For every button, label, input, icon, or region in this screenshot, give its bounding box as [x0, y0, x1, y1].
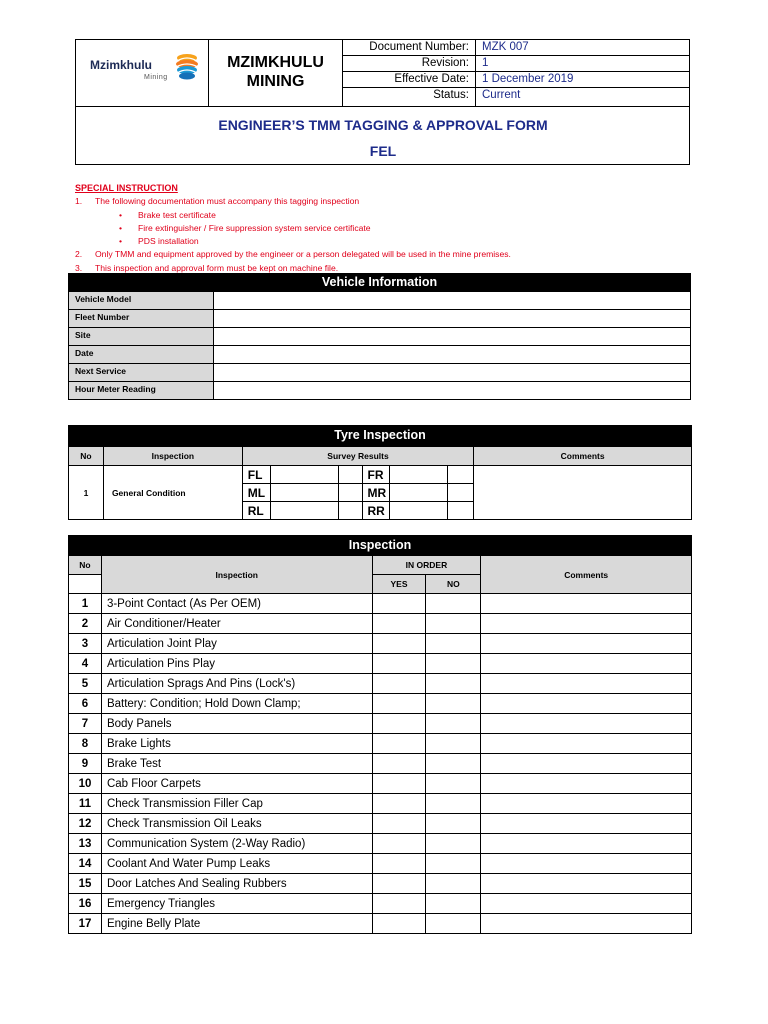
yes-checkbox-cell[interactable] [372, 634, 426, 654]
logo-text: Mzimkhulu [90, 58, 152, 72]
field-label: Site [68, 328, 214, 345]
row-item: Check Transmission Oil Leaks [101, 814, 372, 834]
bullet-text: PDS installation [138, 236, 199, 247]
meta-label: Effective Date: [343, 72, 476, 87]
no-checkbox-cell[interactable] [426, 754, 481, 774]
comments-cell[interactable] [481, 634, 692, 654]
meta-revision [343, 56, 690, 72]
row-item: Articulation Joint Play [101, 634, 372, 654]
vehicle-information-section [68, 273, 691, 400]
inspection-section [68, 535, 692, 934]
instruction-bullet [75, 209, 695, 222]
row-number: 2 [69, 614, 102, 634]
yes-checkbox-cell[interactable] [372, 594, 426, 614]
item-text: Only TMM and equipment approved by the engineer or a person delegated will be used in the mine premises. [95, 249, 511, 260]
inspection-row [69, 674, 692, 694]
field-label: Vehicle Model [68, 292, 214, 309]
yes-checkbox-cell[interactable] [372, 894, 426, 914]
no-checkbox-cell[interactable] [426, 894, 481, 914]
row-number: 11 [69, 794, 102, 814]
item-text: The following documentation must accompany this tagging inspection [95, 196, 360, 207]
inspection-title: Inspection [68, 535, 692, 555]
company-line2: MINING [246, 73, 305, 90]
col-in-order: IN ORDER [372, 556, 481, 575]
tyre-result-cell[interactable] [448, 484, 474, 502]
meta-label: Status: [343, 88, 476, 106]
row-item: Cab Floor Carpets [101, 774, 372, 794]
row-number: 14 [69, 854, 102, 874]
inspection-row [69, 754, 692, 774]
row-no: 1 [69, 466, 104, 520]
tyre-result-cell[interactable] [390, 466, 448, 484]
instruction-item [75, 248, 695, 261]
row-number: 7 [69, 714, 102, 734]
row-item: 3-Point Contact (As Per OEM) [101, 594, 372, 614]
row-number: 13 [69, 834, 102, 854]
comments-cell[interactable] [481, 854, 692, 874]
comments-cell[interactable] [481, 814, 692, 834]
tyre-header-row [69, 447, 692, 466]
tyre-result-cell[interactable] [338, 466, 362, 484]
no-checkbox-cell[interactable] [426, 674, 481, 694]
tyre-result-cell[interactable] [270, 466, 338, 484]
item-number: 2. [75, 249, 83, 260]
inspection-row [69, 694, 692, 714]
form-title-band [76, 106, 690, 166]
col-no-answer: NO [426, 575, 481, 594]
yes-checkbox-cell[interactable] [372, 734, 426, 754]
inspection-header-row [69, 556, 692, 575]
special-instructions [75, 182, 695, 275]
col-comments: Comments [481, 556, 692, 594]
comments-cell[interactable] [481, 774, 692, 794]
inspection-row [69, 854, 692, 874]
instruction-item [75, 195, 695, 208]
comments-cell[interactable] [481, 614, 692, 634]
meta-value: MZK 007 [482, 41, 529, 53]
row-number: 10 [69, 774, 102, 794]
date-row [68, 346, 691, 364]
form-title: ENGINEER’S TMM TAGGING & APPROVAL FORM [218, 117, 548, 133]
inspection-row [69, 734, 692, 754]
bullet-icon: • [119, 222, 123, 233]
tyre-result-cell[interactable] [338, 502, 362, 520]
field-label: Hour Meter Reading [68, 382, 214, 399]
row-item: Brake Test [101, 754, 372, 774]
tyre-comments-cell[interactable] [474, 466, 692, 520]
bullet-icon: • [119, 209, 123, 220]
comments-cell[interactable] [481, 594, 692, 614]
row-number: 15 [69, 874, 102, 894]
comments-cell[interactable] [481, 694, 692, 714]
tyre-result-cell[interactable] [390, 502, 448, 520]
comments-cell[interactable] [481, 754, 692, 774]
meta-label: Revision: [343, 56, 476, 71]
no-checkbox-cell[interactable] [426, 834, 481, 854]
inspection-row [69, 614, 692, 634]
logo-subtext: Mining [144, 74, 168, 81]
tyre-code: RL [242, 502, 270, 520]
hour-meter-row [68, 382, 691, 400]
yes-checkbox-cell[interactable] [372, 754, 426, 774]
item-number: 1. [75, 196, 83, 207]
document-header [75, 39, 690, 165]
no-checkbox-cell[interactable] [426, 614, 481, 634]
fleet-number-field[interactable] [214, 310, 691, 327]
comments-cell[interactable] [481, 834, 692, 854]
row-number: 6 [69, 694, 102, 714]
no-checkbox-cell[interactable] [426, 634, 481, 654]
no-checkbox-cell[interactable] [426, 914, 481, 934]
col-no: No [69, 447, 104, 466]
tyre-code: FR [362, 466, 390, 484]
logo-cell [76, 40, 209, 106]
tyre-table [68, 446, 692, 520]
bullet-text: Brake test certificate [138, 209, 216, 220]
no-checkbox-cell[interactable] [426, 774, 481, 794]
meta-value: 1 December 2019 [482, 73, 574, 85]
comments-cell[interactable] [481, 914, 692, 934]
instructions-heading: SPECIAL INSTRUCTION [75, 183, 178, 193]
tyre-code: FL [242, 466, 270, 484]
yes-checkbox-cell[interactable] [372, 614, 426, 634]
yes-checkbox-cell[interactable] [372, 674, 426, 694]
no-checkbox-cell[interactable] [426, 814, 481, 834]
inspection-row [69, 774, 692, 794]
yes-checkbox-cell[interactable] [372, 914, 426, 934]
yes-checkbox-cell[interactable] [372, 854, 426, 874]
col-inspection: Inspection [103, 447, 242, 466]
inspection-row [69, 634, 692, 654]
vehicle-model-field[interactable] [214, 292, 691, 309]
blank-cell [69, 575, 102, 594]
form-subtitle: FEL [369, 143, 397, 159]
tyre-inspection-title: Tyre Inspection [68, 425, 692, 446]
tyre-code: ML [242, 484, 270, 502]
row-item: Air Conditioner/Heater [101, 614, 372, 634]
yes-checkbox-cell[interactable] [372, 794, 426, 814]
inspection-row [69, 814, 692, 834]
next-service-row [68, 364, 691, 382]
row-number: 12 [69, 814, 102, 834]
tyre-result-cell[interactable] [448, 466, 474, 484]
tyre-result-cell[interactable] [390, 484, 448, 502]
row-item: Engine Belly Plate [101, 914, 372, 934]
item-number: 3. [75, 262, 83, 273]
tyre-code: RR [362, 502, 390, 520]
row-item: Brake Lights [101, 734, 372, 754]
comments-cell[interactable] [481, 734, 692, 754]
row-number: 9 [69, 754, 102, 774]
company-name [209, 40, 343, 106]
logo-flame-icon [174, 52, 200, 80]
inspection-table [68, 555, 692, 934]
site-field[interactable] [214, 328, 691, 345]
meta-effective-date [343, 72, 690, 88]
hour-meter-field[interactable] [214, 382, 691, 399]
company-line1: MZIMKHULU [227, 54, 324, 71]
no-checkbox-cell[interactable] [426, 714, 481, 734]
row-number: 16 [69, 894, 102, 914]
vehicle-information-title: Vehicle Information [68, 273, 691, 292]
row-item: Coolant And Water Pump Leaks [101, 854, 372, 874]
yes-checkbox-cell[interactable] [372, 694, 426, 714]
row-item: Emergency Triangles [101, 894, 372, 914]
inspection-row [69, 654, 692, 674]
inspection-row [69, 594, 692, 614]
bullet-icon: • [119, 236, 123, 247]
inspection-row [69, 834, 692, 854]
site-row [68, 328, 691, 346]
comments-cell[interactable] [481, 674, 692, 694]
fleet-number-row [68, 310, 691, 328]
tyre-result-cell[interactable] [270, 484, 338, 502]
col-yes: YES [372, 575, 426, 594]
inspection-row [69, 714, 692, 734]
row-number: 3 [69, 634, 102, 654]
meta-document-number [343, 40, 690, 56]
yes-checkbox-cell[interactable] [372, 654, 426, 674]
yes-checkbox-cell[interactable] [372, 814, 426, 834]
meta-value: 1 [482, 57, 489, 69]
tyre-result-cell[interactable] [270, 502, 338, 520]
row-item: Articulation Pins Play [101, 654, 372, 674]
vehicle-model-row [68, 292, 691, 310]
col-inspection: Inspection [101, 556, 372, 594]
comments-cell[interactable] [481, 714, 692, 734]
row-item: Battery: Condition; Hold Down Clamp; [101, 694, 372, 714]
no-checkbox-cell[interactable] [426, 854, 481, 874]
field-label: Date [68, 346, 214, 363]
yes-checkbox-cell[interactable] [372, 834, 426, 854]
inspection-row [69, 794, 692, 814]
tyre-result-cell[interactable] [338, 484, 362, 502]
row-inspection: General Condition [103, 466, 242, 520]
col-no: No [69, 556, 102, 575]
row-number: 5 [69, 674, 102, 694]
field-label: Next Service [68, 364, 214, 381]
inspection-rows [69, 594, 692, 934]
row-item: Check Transmission Filler Cap [101, 794, 372, 814]
yes-checkbox-cell[interactable] [372, 714, 426, 734]
comments-cell[interactable] [481, 894, 692, 914]
no-checkbox-cell[interactable] [426, 594, 481, 614]
meta-status [343, 88, 690, 106]
bullet-text: Fire extinguisher / Fire suppression system service certificate [138, 222, 371, 233]
col-comments: Comments [474, 447, 692, 466]
document-meta [343, 40, 690, 106]
row-number: 4 [69, 654, 102, 674]
row-item: Door Latches And Sealing Rubbers [101, 874, 372, 894]
inspection-row [69, 894, 692, 914]
no-checkbox-cell[interactable] [426, 794, 481, 814]
row-item: Communication System (2-Way Radio) [101, 834, 372, 854]
tyre-code: MR [362, 484, 390, 502]
comments-cell[interactable] [481, 654, 692, 674]
row-item: Articulation Sprags And Pins (Lock's) [101, 674, 372, 694]
field-label: Fleet Number [68, 310, 214, 327]
tyre-row [69, 466, 692, 484]
instruction-bullet [75, 235, 695, 248]
col-survey-results: Survey Results [242, 447, 474, 466]
comments-cell[interactable] [481, 794, 692, 814]
inspection-row [69, 914, 692, 934]
date-field[interactable] [214, 346, 691, 363]
no-checkbox-cell[interactable] [426, 694, 481, 714]
meta-label: Document Number: [343, 40, 476, 55]
comments-cell[interactable] [481, 874, 692, 894]
row-item: Body Panels [101, 714, 372, 734]
yes-checkbox-cell[interactable] [372, 874, 426, 894]
row-number: 8 [69, 734, 102, 754]
no-checkbox-cell[interactable] [426, 654, 481, 674]
inspection-row [69, 874, 692, 894]
row-number: 17 [69, 914, 102, 934]
item-text: This inspection and approval form must be kept on machine file. [95, 262, 339, 273]
yes-checkbox-cell[interactable] [372, 774, 426, 794]
no-checkbox-cell[interactable] [426, 874, 481, 894]
no-checkbox-cell[interactable] [426, 734, 481, 754]
meta-value: Current [482, 89, 521, 101]
instruction-bullet [75, 222, 695, 235]
tyre-result-cell[interactable] [448, 502, 474, 520]
row-number: 1 [69, 594, 102, 614]
tyre-inspection-section [68, 425, 692, 520]
next-service-field[interactable] [214, 364, 691, 381]
